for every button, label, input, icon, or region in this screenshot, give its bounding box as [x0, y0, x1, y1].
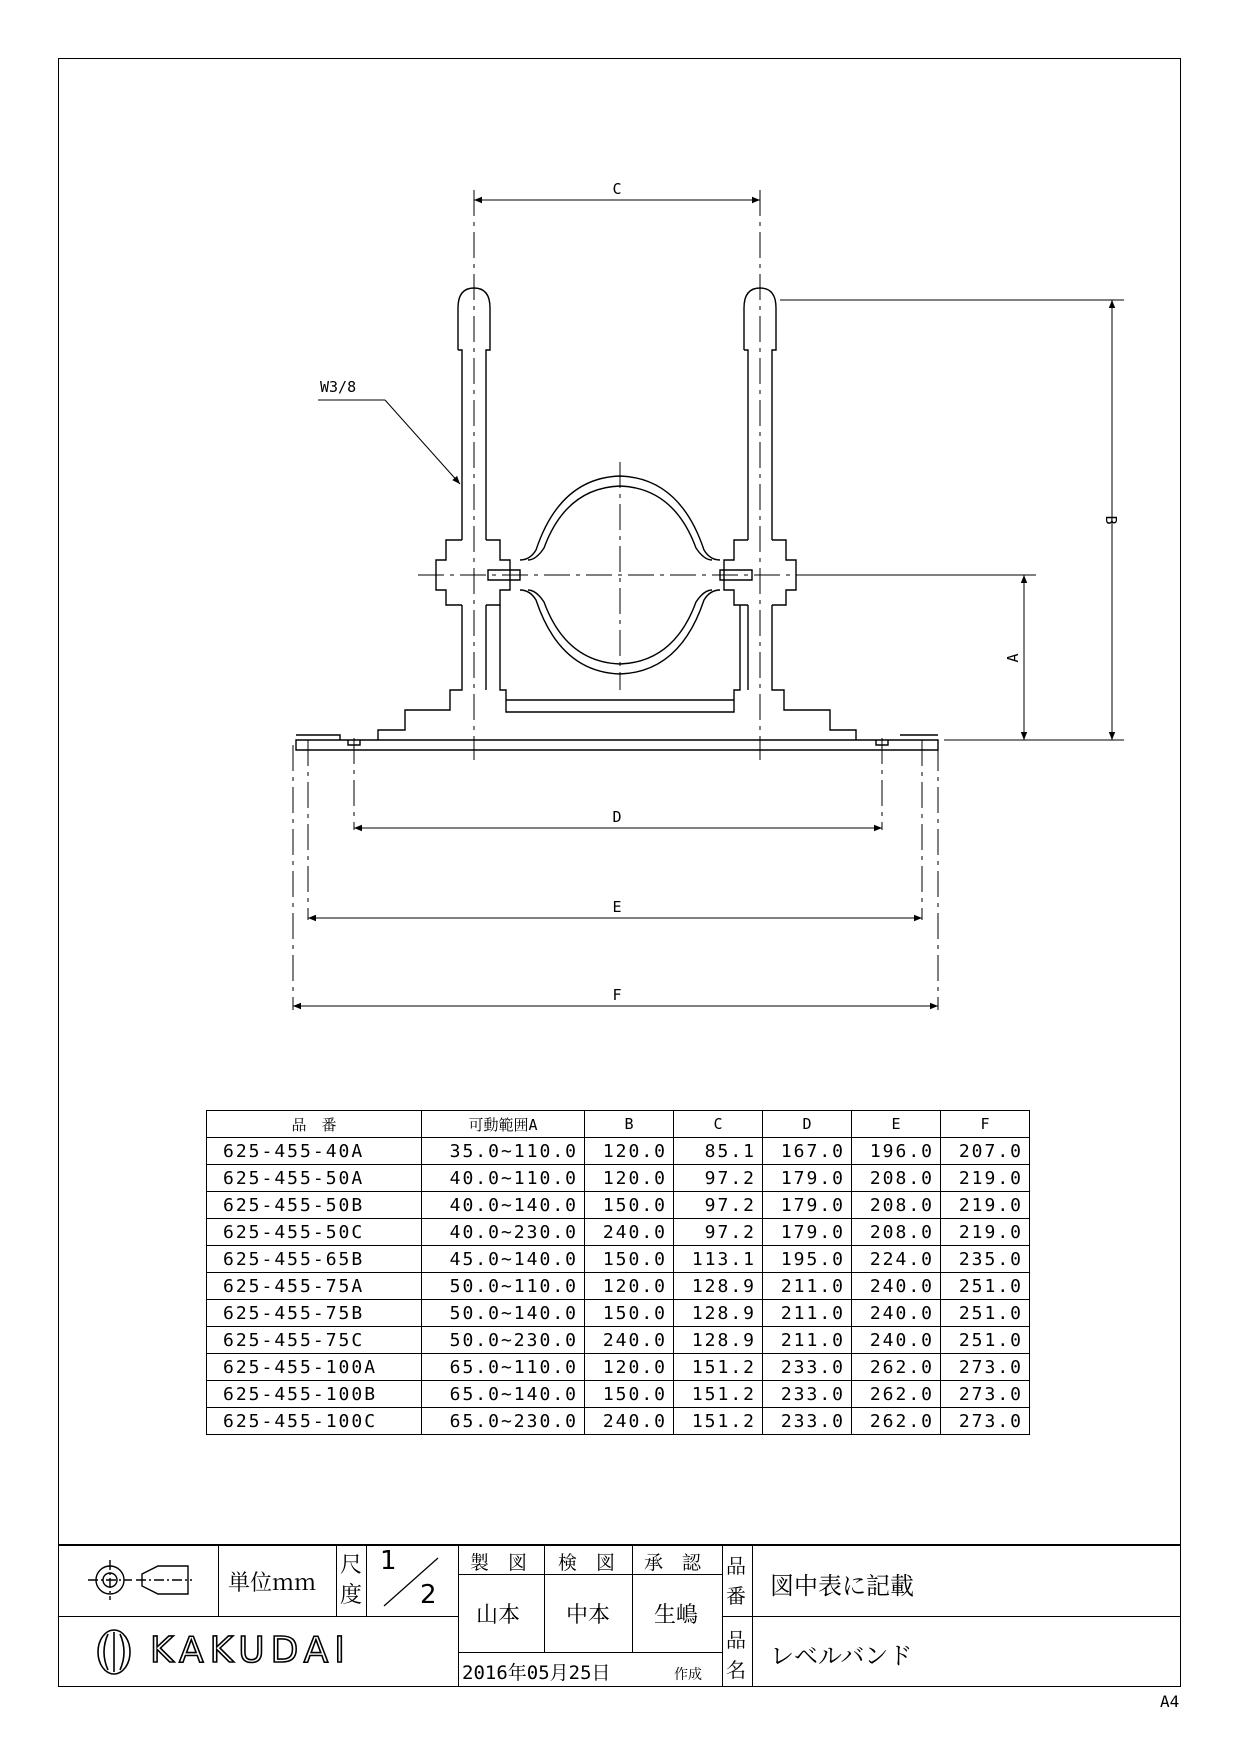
value-cell: 211.0 — [763, 1327, 852, 1354]
value-cell: 35.0~110.0 — [422, 1138, 585, 1165]
value-cell: 120.0 — [585, 1354, 674, 1381]
unit-label: 単位ｍｍ — [228, 1571, 317, 1596]
dim-label-c: C — [612, 180, 622, 198]
value-cell: 97.2 — [674, 1219, 763, 1246]
scale-label-top: 尺 — [340, 1553, 363, 1578]
dimension-lines — [293, 200, 1124, 1006]
value-cell: 240.0 — [852, 1273, 941, 1300]
header-f: F — [941, 1111, 1030, 1138]
value-cell: 151.2 — [674, 1381, 763, 1408]
checked-by-name: 中本 — [566, 1603, 611, 1628]
value-cell: 85.1 — [674, 1138, 763, 1165]
value-cell: 65.0~230.0 — [422, 1408, 585, 1435]
dim-label-f: F — [612, 986, 622, 1004]
dim-label-b: B — [1102, 515, 1120, 525]
value-cell: 219.0 — [941, 1219, 1030, 1246]
approved-by-name: 生嶋 — [654, 1603, 699, 1628]
scale-denominator: 2 — [420, 1580, 437, 1610]
created-date: 2016年05月25日 — [462, 1662, 611, 1684]
drawn-by-name: 山本 — [476, 1603, 521, 1628]
value-cell: 40.0~110.0 — [422, 1165, 585, 1192]
part-number-cell: 625-455-50A — [207, 1165, 422, 1192]
value-cell: 150.0 — [585, 1381, 674, 1408]
created-label: 作成 — [674, 1667, 702, 1683]
value-cell: 120.0 — [585, 1273, 674, 1300]
value-cell: 208.0 — [852, 1219, 941, 1246]
value-cell: 219.0 — [941, 1165, 1030, 1192]
value-cell: 150.0 — [585, 1300, 674, 1327]
spec-table — [206, 1110, 1030, 1435]
table-row — [207, 1165, 1030, 1192]
value-cell: 211.0 — [763, 1273, 852, 1300]
value-cell: 195.0 — [763, 1246, 852, 1273]
table-row — [207, 1408, 1030, 1435]
part-number-cell: 625-455-65B — [207, 1246, 422, 1273]
table-header-row — [207, 1111, 1030, 1138]
third-angle-projection-icon — [84, 1556, 194, 1604]
dim-label-e: E — [612, 898, 622, 916]
dim-label-a: A — [1004, 653, 1022, 663]
sheet-size: A4 — [1160, 1692, 1180, 1711]
header-b: B — [585, 1111, 674, 1138]
table-body — [207, 1138, 1030, 1435]
value-cell: 179.0 — [763, 1192, 852, 1219]
value-cell: 235.0 — [941, 1246, 1030, 1273]
part-number-cell: 625-455-100A — [207, 1354, 422, 1381]
value-cell: 233.0 — [763, 1381, 852, 1408]
value-cell: 167.0 — [763, 1138, 852, 1165]
part-name-label-bottom: 名 — [726, 1658, 746, 1682]
value-cell: 219.0 — [941, 1192, 1030, 1219]
dim-label-d: D — [612, 808, 622, 826]
part-number-cell: 625-455-50C — [207, 1219, 422, 1246]
scale-label-bottom: 度 — [340, 1583, 363, 1608]
value-cell: 113.1 — [674, 1246, 763, 1273]
value-cell: 50.0~230.0 — [422, 1327, 585, 1354]
value-cell: 50.0~110.0 — [422, 1273, 585, 1300]
thread-label: W3/8 — [320, 378, 357, 396]
value-cell: 97.2 — [674, 1165, 763, 1192]
company-logo-icon — [88, 1626, 140, 1678]
header-e: E — [852, 1111, 941, 1138]
value-cell: 262.0 — [852, 1354, 941, 1381]
table-row — [207, 1327, 1030, 1354]
value-cell: 240.0 — [585, 1219, 674, 1246]
part-no-label-top: 品 — [726, 1554, 746, 1578]
value-cell: 211.0 — [763, 1300, 852, 1327]
part-number-cell: 625-455-100C — [207, 1408, 422, 1435]
part-name-value: レベルバンド — [770, 1642, 913, 1670]
table-row — [207, 1246, 1030, 1273]
level-band-outline — [296, 288, 938, 750]
value-cell: 273.0 — [941, 1408, 1030, 1435]
value-cell: 273.0 — [941, 1381, 1030, 1408]
scale-numerator: 1 — [380, 1546, 397, 1576]
value-cell: 179.0 — [763, 1165, 852, 1192]
value-cell: 150.0 — [585, 1192, 674, 1219]
value-cell: 208.0 — [852, 1192, 941, 1219]
part-number-cell: 625-455-75B — [207, 1300, 422, 1327]
value-cell: 120.0 — [585, 1138, 674, 1165]
value-cell: 240.0 — [852, 1300, 941, 1327]
value-cell: 40.0~140.0 — [422, 1192, 585, 1219]
value-cell: 240.0 — [852, 1327, 941, 1354]
value-cell: 128.9 — [674, 1300, 763, 1327]
header-part-no: 品 番 — [207, 1111, 422, 1138]
value-cell: 207.0 — [941, 1138, 1030, 1165]
value-cell: 97.2 — [674, 1192, 763, 1219]
company-name: KAKUDAI — [150, 1630, 351, 1671]
value-cell: 128.9 — [674, 1327, 763, 1354]
table-row — [207, 1300, 1030, 1327]
value-cell: 196.0 — [852, 1138, 941, 1165]
value-cell: 233.0 — [763, 1354, 852, 1381]
table-row — [207, 1381, 1030, 1408]
value-cell: 262.0 — [852, 1408, 941, 1435]
table-row — [207, 1219, 1030, 1246]
header-c: C — [674, 1111, 763, 1138]
value-cell: 224.0 — [852, 1246, 941, 1273]
value-cell: 65.0~110.0 — [422, 1354, 585, 1381]
drawn-by-label: 製 図 — [470, 1552, 528, 1574]
table-row — [207, 1138, 1030, 1165]
value-cell: 251.0 — [941, 1273, 1030, 1300]
value-cell: 150.0 — [585, 1246, 674, 1273]
part-number-cell: 625-455-50B — [207, 1192, 422, 1219]
part-number-cell: 625-455-75A — [207, 1273, 422, 1300]
value-cell: 65.0~140.0 — [422, 1381, 585, 1408]
part-name-label-top: 品 — [726, 1628, 746, 1652]
value-cell: 251.0 — [941, 1300, 1030, 1327]
value-cell: 179.0 — [763, 1219, 852, 1246]
approved-by-label: 承 認 — [644, 1552, 702, 1574]
value-cell: 120.0 — [585, 1165, 674, 1192]
value-cell: 240.0 — [585, 1327, 674, 1354]
value-cell: 128.9 — [674, 1273, 763, 1300]
value-cell: 240.0 — [585, 1408, 674, 1435]
part-number-cell: 625-455-100B — [207, 1381, 422, 1408]
value-cell: 208.0 — [852, 1165, 941, 1192]
value-cell: 233.0 — [763, 1408, 852, 1435]
value-cell: 262.0 — [852, 1381, 941, 1408]
value-cell: 151.2 — [674, 1408, 763, 1435]
checked-by-label: 検 図 — [558, 1552, 616, 1574]
value-cell: 251.0 — [941, 1327, 1030, 1354]
header-range-a: 可動範囲A — [422, 1111, 585, 1138]
value-cell: 151.2 — [674, 1354, 763, 1381]
part-no-label-bottom: 番 — [726, 1584, 746, 1608]
centerlines — [293, 190, 938, 1010]
value-cell: 40.0~230.0 — [422, 1219, 585, 1246]
value-cell: 50.0~140.0 — [422, 1300, 585, 1327]
part-number-cell: 625-455-40A — [207, 1138, 422, 1165]
table-row — [207, 1273, 1030, 1300]
value-cell: 45.0~140.0 — [422, 1246, 585, 1273]
value-cell: 273.0 — [941, 1354, 1030, 1381]
table-row — [207, 1192, 1030, 1219]
header-d: D — [763, 1111, 852, 1138]
table-row — [207, 1354, 1030, 1381]
part-number-cell: 625-455-75C — [207, 1327, 422, 1354]
part-no-value: 図中表に記載 — [770, 1572, 914, 1600]
